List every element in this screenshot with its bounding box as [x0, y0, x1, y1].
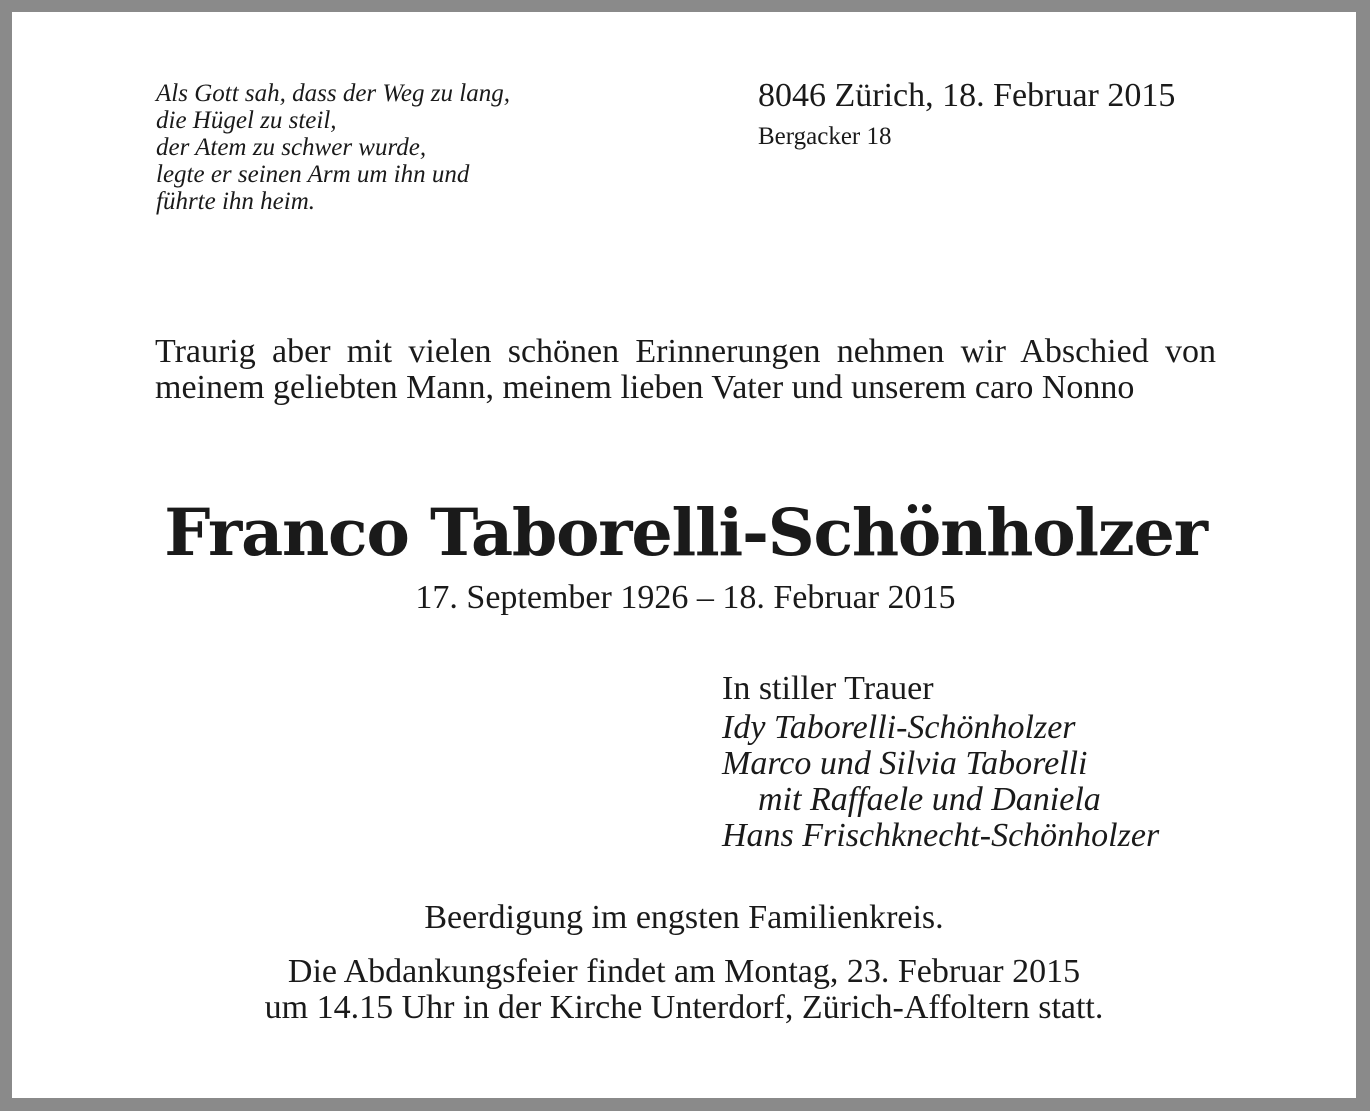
mourners-heading: In stiller Trauer — [722, 670, 934, 707]
ceremony-line: Die Abdankungsfeier findet am Montag, 23. Februar 2015 — [287, 953, 1081, 990]
lifespan: 17. September 1926 – 18. Februar 2015 — [415, 579, 956, 616]
mourner-name: Idy Taborelli-Schönholzer — [722, 709, 1076, 746]
poem-line: führte ihn heim. — [156, 188, 316, 215]
mourners-block — [722, 668, 1159, 854]
poem — [156, 80, 616, 215]
intro-text: Traurig aber mit vielen schönen Erinnerungen nehmen wir Abschied von meinem geliebten Mann, meinem lieben Vater und unserem caro Nonno — [155, 333, 1216, 406]
obituary-page — [12, 12, 1356, 1098]
place-date: 8046 Zürich, 18. Februar 2015 — [758, 77, 1176, 114]
deceased-name: Franco Taborelli-Schönholzer — [164, 495, 1207, 571]
mourner-name: Marco und Silvia Taborelli — [722, 745, 1088, 782]
mourner-name: Hans Frischknecht-Schönholzer — [722, 817, 1160, 854]
mourner-name: mit Raffaele und Daniela — [758, 781, 1101, 818]
address: Bergacker 18 — [758, 123, 892, 150]
poem-line: die Hügel zu steil, — [156, 107, 337, 134]
poem-line: legte er seinen Arm um ihn und — [156, 161, 470, 188]
ceremony-info — [12, 954, 1356, 1026]
poem-line: der Atem zu schwer wurde, — [156, 134, 427, 161]
ceremony-line: um 14.15 Uhr in der Kirche Unterdorf, Zürich-Affoltern statt. — [264, 989, 1104, 1026]
burial-note: Beerdigung im engsten Familienkreis. — [424, 899, 944, 936]
poem-line: Als Gott sah, dass der Weg zu lang, — [156, 80, 510, 107]
